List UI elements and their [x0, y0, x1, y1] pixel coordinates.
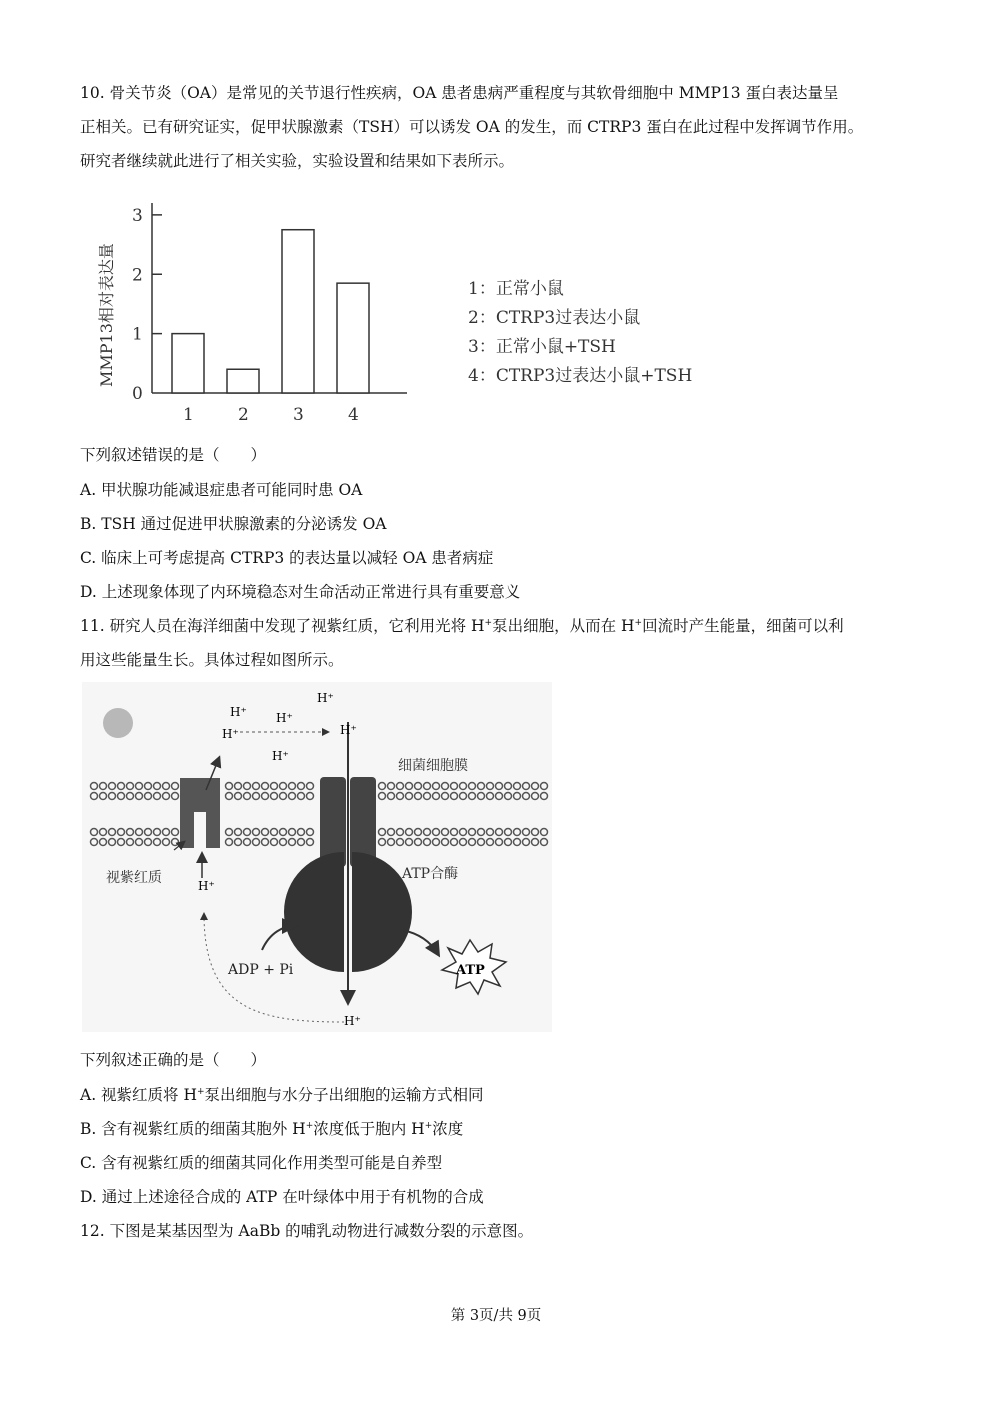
- q11-option-a: [80, 1083, 484, 1105]
- h-plus-label: H⁺: [317, 691, 334, 705]
- bar: [172, 334, 204, 393]
- legend-item-1: 1：正常小鼠: [468, 279, 564, 299]
- atp-synthase-label: ATP合酶: [402, 866, 459, 882]
- q10-option-d: D. 上述现象体现了内环境稳态对生命活动正常进行具有重要意义: [80, 583, 521, 601]
- rhodopsin-diagram: [82, 682, 552, 1032]
- question-10-stem: [80, 82, 920, 184]
- h-plus-label: H⁺: [276, 711, 293, 725]
- q10-line-3: 研究者继续就此进行了相关实验，实验设置和结果如下表所示。: [80, 152, 515, 170]
- x-tick-label: 4: [348, 405, 359, 420]
- bar: [282, 230, 314, 393]
- q11-option-b-part-a: B. 含有视紫红质的细菌其胞外 H: [80, 1120, 306, 1138]
- adp-pi-label: ADP + Pi: [228, 962, 294, 978]
- h-plus-label: H⁺: [272, 749, 289, 763]
- bar: [227, 369, 259, 393]
- h-plus-label: H⁺: [222, 727, 239, 741]
- atp-label: ATP: [456, 963, 485, 978]
- legend-item-3: 3：正常小鼠+TSH: [468, 337, 616, 357]
- h-plus-label: H⁺: [230, 705, 247, 719]
- q11-line-1-part-b: 泵出细胞，从而在 H: [492, 617, 635, 635]
- superscript-plus: +: [197, 1087, 205, 1097]
- q11-question: 下列叙述正确的是（ ）: [80, 1051, 267, 1069]
- y-tick-label: 0: [132, 384, 143, 404]
- q11-option-d: D. 通过上述途径合成的 ATP 在叶绿体中用于有机物的合成: [80, 1188, 484, 1206]
- x-tick-label: 1: [183, 405, 194, 420]
- sun-icon: [103, 708, 133, 738]
- q10-question: 下列叙述错误的是（ ）: [80, 446, 267, 464]
- superscript-plus: +: [424, 1121, 433, 1131]
- superscript-plus: +: [634, 618, 643, 628]
- q10-line-1: 10. 骨关节炎（OA）是常见的关节退行性疾病，OA 患者患病严重程度与其软骨细胞中 MMP13 蛋白表达量呈: [80, 84, 839, 102]
- q11-option-b-part-b: 浓度低于胞内 H: [313, 1120, 425, 1138]
- q12-stem: 12. 下图是某基因型为 AaBb 的哺乳动物进行减数分裂的示意图。: [80, 1222, 534, 1240]
- q11-option-b-part-c: 浓度: [432, 1120, 464, 1138]
- q10-option-b: B. TSH 通过促进甲状腺激素的分泌诱发 OA: [80, 515, 387, 533]
- x-tick-label: 3: [293, 405, 304, 420]
- page-footer: 第 3页/共 9页: [450, 1308, 542, 1324]
- y-axis-label: MMP13相对表达量: [97, 243, 116, 387]
- q11-option-a-part-a: A. 视紫红质将 H: [80, 1086, 197, 1104]
- q10-option-a: A. 甲状腺功能减退症患者可能同时患 OA: [80, 481, 363, 499]
- q11-line-1: [80, 614, 844, 636]
- x-tick-label: 2: [238, 405, 249, 420]
- q11-line-2: 用这些能量生长。具体过程如图所示。: [80, 651, 344, 669]
- q11-option-c: C. 含有视紫红质的细菌其同化作用类型可能是自养型: [80, 1154, 443, 1172]
- bar: [337, 283, 369, 393]
- membrane-label: 细菌细胞膜: [398, 758, 468, 774]
- chart-legend: [468, 275, 692, 391]
- superscript-plus: +: [484, 618, 493, 628]
- h-plus-label: H⁺: [198, 879, 215, 893]
- y-tick-label: 2: [132, 265, 143, 286]
- q11-option-a-part-b: 泵出细胞与水分子出细胞的运输方式相同: [204, 1086, 484, 1104]
- legend-item-2: 2：CTRP3过表达小鼠: [468, 308, 641, 328]
- mmp13-bar-chart: [90, 190, 530, 420]
- q11-line-1-part-a: 11. 研究人员在海洋细菌中发现了视紫红质，它利用光将 H: [80, 617, 485, 635]
- q11-option-b: [80, 1117, 463, 1139]
- q10-line-2: 正相关。已有研究证实，促甲状腺激素（TSH）可以诱发 OA 的发生，而 CTRP3 蛋白在此过程中发挥调节作用。: [80, 118, 864, 136]
- rhodopsin-label: 视紫红质: [106, 870, 162, 886]
- superscript-plus: +: [305, 1121, 314, 1131]
- y-tick-label: 1: [132, 324, 143, 345]
- h-plus-label: H⁺: [340, 723, 357, 737]
- legend-item-4: 4：CTRP3过表达小鼠+TSH: [468, 366, 693, 386]
- y-tick-label: 3: [132, 205, 143, 226]
- q11-line-1-part-c: 回流时产生能量，细菌可以利: [642, 617, 844, 635]
- q10-option-c: C. 临床上可考虑提高 CTRP3 的表达量以减轻 OA 患者病症: [80, 549, 494, 567]
- h-plus-label: H⁺: [344, 1014, 361, 1028]
